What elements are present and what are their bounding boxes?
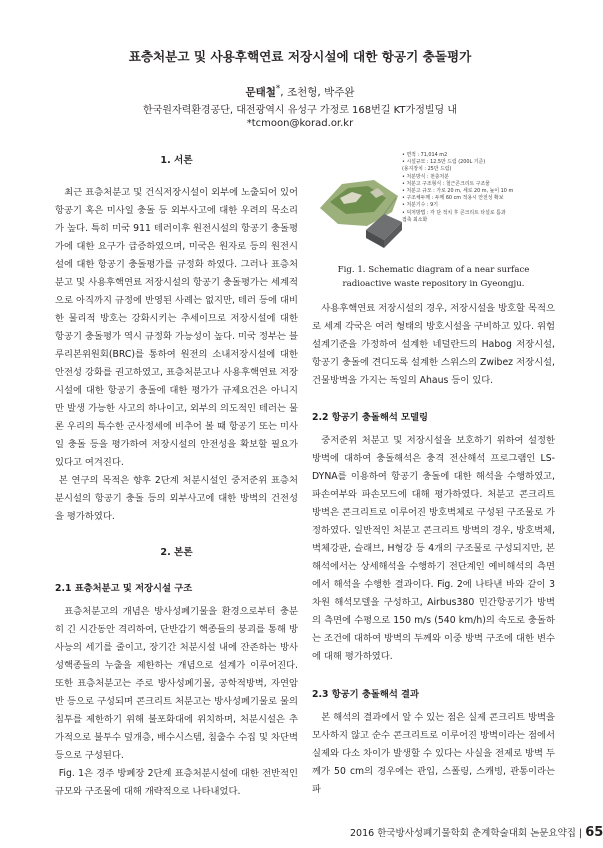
intro-paragraph-2: 본 연구의 목적은 향후 2단계 처분시설인 중저준위 표층처분시설의 항공기 충돌 등의 외부사고에 대한 방벽의 건전성을 평가하였다. [55, 475, 298, 522]
section-1-heading: 1. 서론 [160, 155, 193, 166]
author-line [0, 84, 600, 100]
figure-reference-paragraph: Fig. 1은 경주 방폐장 2단계 표층처분시설에 대한 전반적인 규모와 구조물에 대해 개략적으로 나타내었다. [55, 768, 298, 797]
legend-line: • 시설규모 : 12.5만 드럼 (200L 기준) [402, 159, 486, 166]
email: *tcmoon@korad.or.kr [246, 118, 354, 129]
legend-line: • 처분고 규모 : 가로 20 m, 세로 20 m, 높이 10 m [402, 188, 514, 195]
left-column [55, 148, 298, 801]
legend-line: • 면적 : 71,014 m2 [402, 152, 448, 158]
corresponding-mark: * [275, 84, 281, 94]
subsection-2-1-heading: 2.1 표층처분고 및 저장시설 구조 [55, 583, 193, 594]
figure-caption: Fig. 1. Schematic diagram of a near surface radioactive waste repository in Gyeongju. [337, 265, 530, 289]
paper-title: 표층처분고 및 사용후핵연료 저장시설에 대한 항공기 충돌평가 [128, 49, 472, 64]
section-2-heading: 2. 본론 [160, 547, 193, 558]
legend-line: • 처분방식 : 천층처분 [402, 173, 449, 180]
subsection-2-2-heading: 2.2 항공기 충돌해석 모델링 [312, 412, 428, 423]
storage-paragraph: 사용후핵연료 저장시설의 경우, 저장시설을 방호할 목적으로 세계 각국은 여러 형태의 방호시설을 구비하고 있다. 위험설계기준을 가정하여 설계한 네덜란드의 Habog 저장시설, 항공기 충돌에 견디도록 설계한 스위스의 Zwibez 저장시설, 건물방벽을 가지는 독일의 Ahaus 등이 있다. [312, 303, 555, 386]
page-number: 65 [585, 825, 603, 840]
subsection-2-3-heading: 2.3 항공기 충돌해석 결과 [312, 689, 420, 700]
intro-paragraph-1: 최근 표층처분고 및 건식저장시설이 외부에 노출되어 있어 항공기 혹은 미사일 충돌 등 외부사고에 대한 우려의 목소리가 높다. 특히 미국 911 테러이후 원전시설의 항공기 충돌평가에 대한 요구가 급증하였으며, 미국은 원자로 등의 원전시설에 대한 항공기 충돌평가를 규정화 하였다. 그러나 표층처분고 및 사용후핵연료 저장시설의 항공기 충돌평가는 세계적으로 아직까지 규정에 반영된 사례는 없지만, 테러 등에 대비한 물리적 방호는 강화시키는 추세이므로 저장시설에 대한 항공기 충돌평가 역시 규정화 가능성이 높다. 미국 정부는 블루리본위원회(BRC)를 통하여 원전의 소내저장시설에 대한 안전성 강화를 권고하였고, 표층처분고나 사용후핵연료 저장시설에 대한 항공기 충돌에 대한 평가가 규제요건은 아니지만 발생 가능한 사고의 하나이고, 외부의 의도적인 테러는 물론 우리의 특수한 군사정세에 비추어 볼 때 항공기 또는 미사일 충돌 등을 평가하여 저장시설의 안전성을 확보할 필요가 있다고 여겨진다. [55, 187, 298, 468]
coauthors: , 조천형, 박주완 [280, 86, 355, 99]
legend-line: 접축 최소화 [402, 216, 428, 223]
footer-separator: | [579, 828, 583, 839]
legend-line: • 구조체두께 : 두께 60 cm 적용시 안전성 확보 [402, 195, 504, 202]
right-column [312, 300, 555, 799]
lead-author: 문태철 [245, 86, 276, 99]
figure-legend [402, 152, 552, 224]
proceedings-name: 2016 한국방사성폐기물학회 춘계학술대회 논문요약집 [350, 828, 576, 839]
page-footer [350, 825, 603, 840]
affiliation: 한국원자력환경공단, 대전광역시 유성구 가정로 168번길 KT가정빌딩 내 [142, 105, 458, 116]
results-paragraph: 본 해석의 결과에서 알 수 있는 점은 실제 콘크리트 방벽을 모사하지 않고 순수 콘크리트로 이루어진 방벽이라는 점에서 실제와 다소 차이가 발생할 수 있다는 사실을 전제로 방벽 두께가 50 cm의 경우에는 관입, 스폴링, 스캐빙, 관통이라는 파 [312, 712, 555, 795]
legend-line: (용지장치 : 25만 드럼) [402, 166, 452, 173]
modeling-paragraph: 중저준위 처분고 및 저장시설을 보호하기 위하여 설정한 방벽에 대하여 충돌해석은 충격 전산해석 프로그램인 LS-DYNA를 이용하여 항공기 충돌에 대한 해석을 수행하였고, 파손여부와 파손모드에 대해 평가하였다. 처분고 콘크리트 방벽은 콘크리트로 이루어진 방호벽체로 구성된 구조물로 가정하였다. 일반적인 처분고 콘크리트 방벽의 경우, 방호벽체, 벽체강판, 슬래브, H형강 등 4개의 구조물로 구성되지만, 본 해석에서는 상세해석을 수행하기 전단계인 예비해석의 측면에서 해석을 수행한 결과이다. Fig. 2에 나타낸 바와 같이 3차원 해석모델을 구성하고, Airbus380 민간항공기가 방벽의 측면에 수평으로 150 m/s (540 km/h)의 속도로 충돌하는 조건에 대하여 방벽의 두께와 이중 방벽 구조에 대한 변수에 대해 평가하였다. [312, 435, 555, 662]
legend-line: • 처분기수 : 9기 [402, 202, 438, 209]
structure-paragraph: 표층처분고의 개념은 방사성폐기물을 환경으로부터 충분히 긴 시간동안 격리하여, 단반감기 핵종들의 붕괴를 통해 방사능의 세기를 줄이고, 장기간 처분시설 내에 잔존하는 방사성핵종들의 누출을 제한하는 개념으로 설계가 이루어진다. 또한 표층처분고는 주로 방사성폐기물, 공학적방벽, 자연암반 등으로 구성되며 콘크리트 처분고는 방사성폐기물로 물의 침투를 제한하기 위해 불포화대에 위치하며, 처분시설은 추가적으로 불투수 덮개층, 배수시스템, 침출수 수집 및 차단벽 등으로 구성된다. [55, 606, 298, 761]
legend-line: • 처분고 구조형식 : 철근콘크리트 구조물 [402, 180, 490, 187]
legend-line: • 덕처방법 : 각 단 적치 후 콘크리트 타설로 틈과 [402, 209, 506, 216]
